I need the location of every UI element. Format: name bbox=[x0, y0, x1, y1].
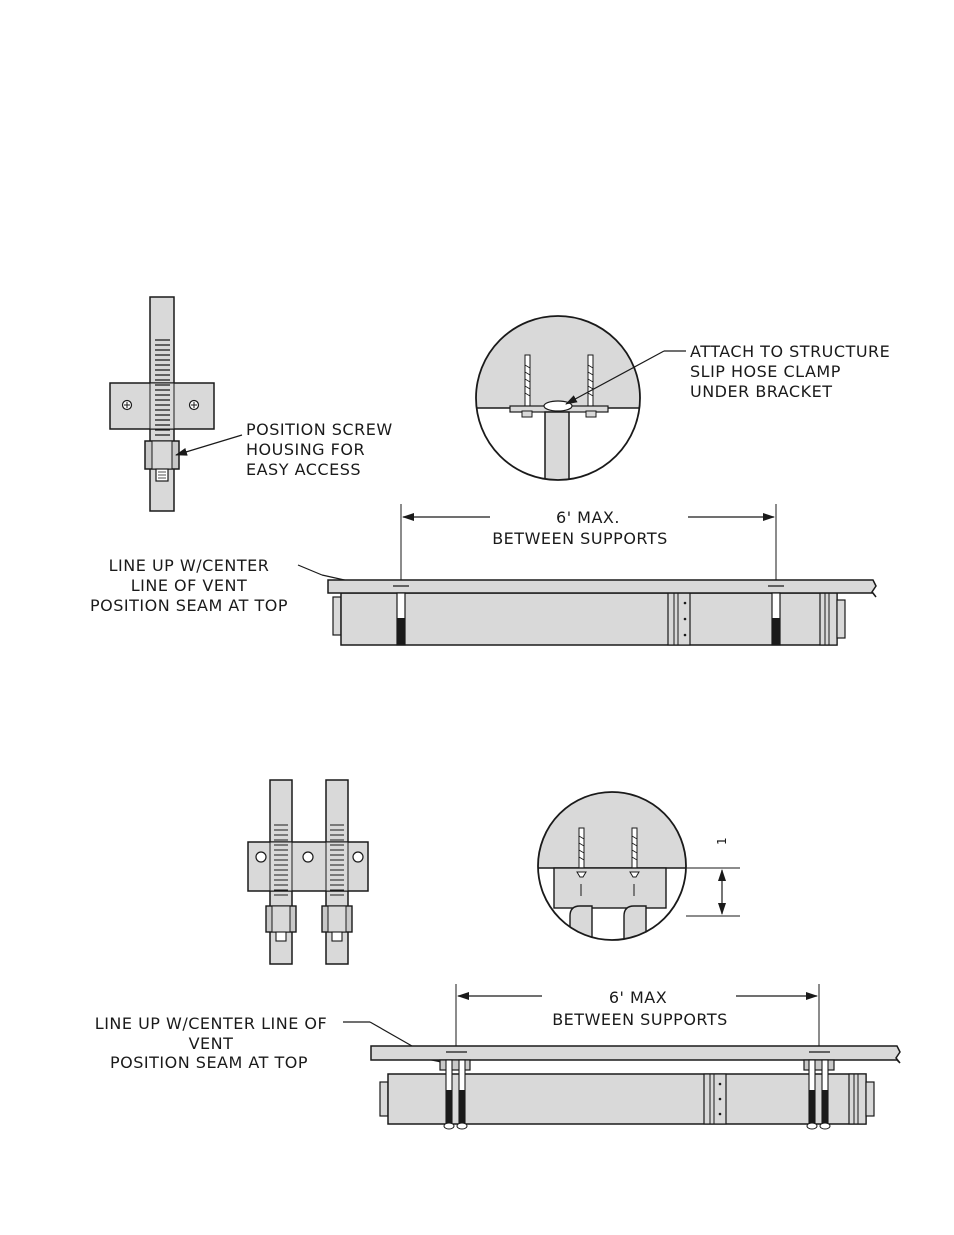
callout-attach-line-3: UNDER BRACKET bbox=[690, 382, 833, 401]
screw-icon bbox=[190, 401, 199, 410]
single-strap-front-view bbox=[110, 297, 214, 511]
dimension-label: 6' MAX. bbox=[556, 508, 620, 527]
callout-screw-line-1: POSITION SCREW bbox=[246, 420, 393, 439]
callout-lineup-line-1: LINE UP W/CENTER LINE OF bbox=[94, 1014, 328, 1033]
dimension-label: 6' MAX bbox=[608, 988, 668, 1007]
vent-assembly-2 bbox=[371, 1046, 900, 1129]
hole-icon bbox=[256, 852, 266, 862]
detail-dimension-label: 1 bbox=[715, 836, 729, 845]
detail-circle-attach bbox=[470, 300, 650, 500]
callout-lineup-line-2: VENT bbox=[188, 1034, 234, 1053]
hole-icon bbox=[353, 852, 363, 862]
dimension-sublabel: BETWEEN SUPPORTS bbox=[552, 1010, 728, 1029]
callout-lineup-line-2: LINE OF VENT bbox=[130, 576, 248, 595]
callout-lineup-line-3: POSITION SEAM AT TOP bbox=[90, 596, 288, 615]
screw-icon bbox=[123, 401, 132, 410]
dimension-sublabel: BETWEEN SUPPORTS bbox=[492, 529, 668, 548]
double-strap-front-view bbox=[248, 780, 368, 964]
detail-dimension-1 bbox=[686, 837, 740, 916]
hole-icon bbox=[303, 852, 313, 862]
vent-assembly-1 bbox=[328, 580, 876, 645]
callout-screw-line-2: HOUSING FOR bbox=[246, 440, 366, 459]
callout-attach-line-1: ATTACH TO STRUCTURE bbox=[690, 342, 891, 361]
callout-attach-line-2: SLIP HOSE CLAMP bbox=[690, 362, 841, 381]
callout-lineup-line-3: POSITION SEAM AT TOP bbox=[110, 1053, 308, 1072]
callout-lineup-line-1: LINE UP W/CENTER bbox=[108, 556, 270, 575]
detail-circle-spacing bbox=[530, 790, 700, 950]
callout-line-up-2 bbox=[95, 1014, 440, 1072]
callout-screw-line-3: EASY ACCESS bbox=[246, 460, 361, 479]
